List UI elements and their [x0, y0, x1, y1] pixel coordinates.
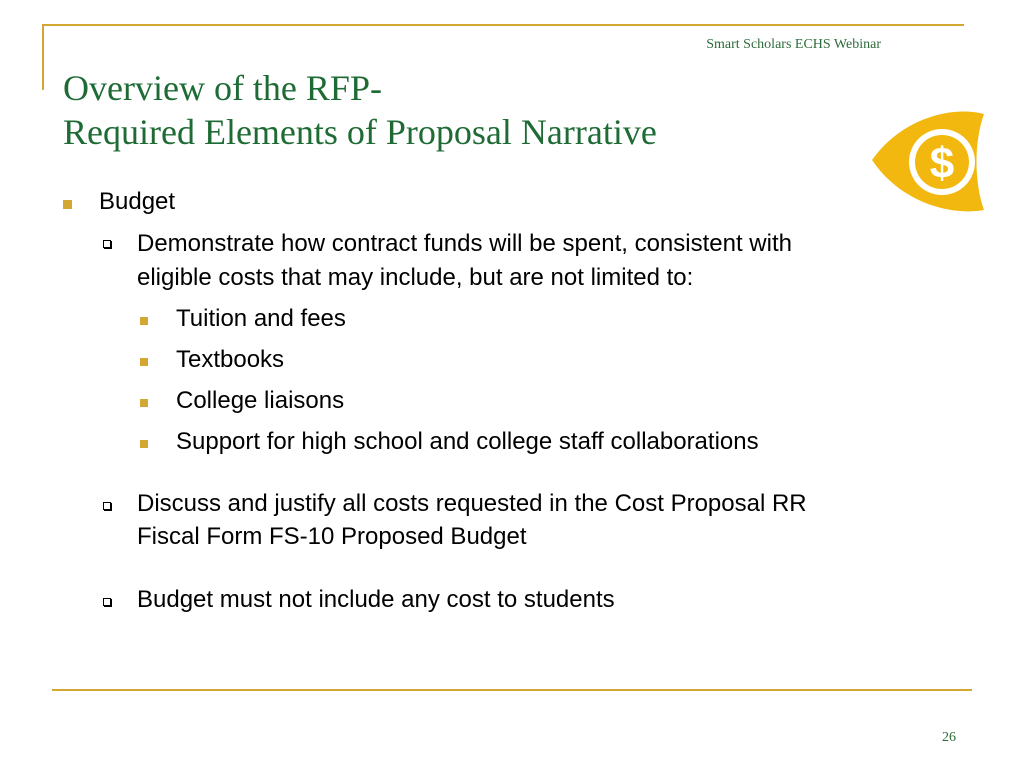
slide-title — [63, 66, 657, 154]
frame-bottom-line — [52, 689, 972, 691]
slide-header: Smart Scholars ECHS Webinar — [706, 37, 881, 52]
bullet-discuss-line-2: Fiscal Form FS-10 Proposed Budget — [137, 523, 527, 550]
bullet-demonstrate-line-2: eligible costs that may include, but are not limited to: — [137, 264, 694, 291]
page-number: 26 — [942, 730, 956, 745]
frame-left-line — [42, 24, 44, 90]
bullet-budget-must: Budget must not include any cost to students — [137, 586, 615, 613]
square-bullet-icon — [140, 358, 148, 366]
dollar-sign-icon: $ — [929, 139, 955, 188]
hollow-square-bullet-icon — [103, 598, 111, 606]
list-item-textbooks: Textbooks — [176, 346, 285, 373]
hollow-square-bullet-icon — [103, 240, 111, 248]
list-item-tuition: Tuition and fees — [176, 305, 346, 332]
dollar-logo-icon — [870, 110, 988, 214]
frame-top-line — [42, 24, 964, 26]
square-bullet-icon — [63, 200, 72, 209]
list-item-support: Support for high school and college staff collaborations — [176, 428, 759, 455]
square-bullet-icon — [140, 440, 148, 448]
list-item-college-liaisons: College liaisons — [176, 387, 345, 414]
title-line-2: Required Elements of Proposal Narrative — [63, 112, 657, 152]
bullet-budget: Budget — [99, 188, 176, 215]
bullet-demonstrate-line-1: Demonstrate how contract funds will be spent, consistent with — [137, 230, 792, 257]
square-bullet-icon — [140, 317, 148, 325]
square-bullet-icon — [140, 399, 148, 407]
hollow-square-bullet-icon — [103, 502, 111, 510]
bullet-discuss-line-1: Discuss and justify all costs requested in the Cost Proposal RR — [137, 490, 807, 517]
title-line-1: Overview of the RFP- — [63, 68, 382, 108]
